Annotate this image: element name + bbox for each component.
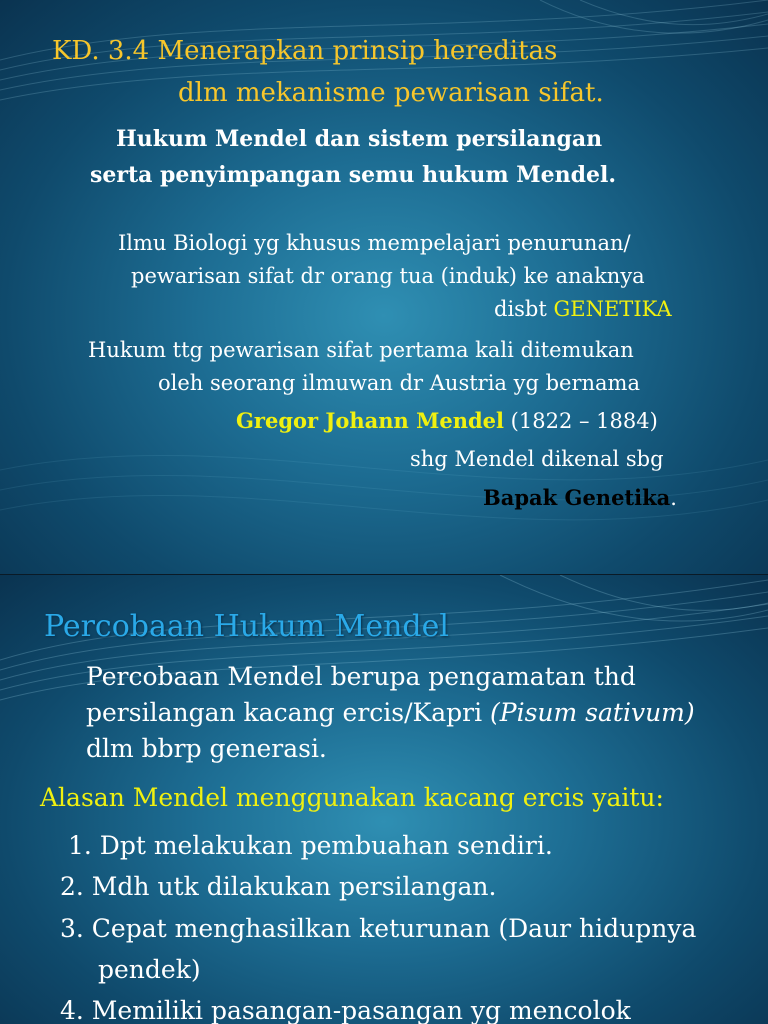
intro-line-3: dlm bbrp generasi. <box>86 734 327 763</box>
mendel-name-line <box>236 408 658 433</box>
known-as-line: shg Mendel dikenal sbg <box>410 447 664 471</box>
kd-title-line-2: dlm mekanisme pewarisan sifat. <box>178 78 604 108</box>
species-name: (Pisum sativum) <box>490 698 695 727</box>
history-line-2: oleh seorang ilmuwan dr Austria yg bernama <box>158 371 640 395</box>
epithet-line <box>483 485 677 510</box>
reason-item-1: 1. Dpt melakukan pembuahan sendiri. <box>68 831 553 860</box>
slide-2 <box>0 575 768 1024</box>
slide-2-title: Percobaan Hukum Mendel <box>44 609 449 644</box>
genetika-highlight: GENETIKA <box>553 297 672 321</box>
intro-line-2 <box>86 698 695 727</box>
reason-item-3: 3. Cepat menghasilkan keturunan (Daur hidupnya <box>60 914 697 943</box>
kd-title-line-1: KD. 3.4 Menerapkan prinsip hereditas <box>52 36 558 66</box>
reason-item-3-continued: pendek) <box>98 955 201 984</box>
subtitle-line-2: serta penyimpangan semu hukum Mendel. <box>90 162 616 188</box>
intro-line-1: Percobaan Mendel berupa pengamatan thd <box>86 662 636 691</box>
mendel-years: (1822 – 1884) <box>504 409 658 433</box>
epithet-text: Bapak Genetika <box>483 485 671 510</box>
epithet-period: . <box>670 486 677 510</box>
definition-line-3 <box>494 297 672 321</box>
mendel-name: Gregor Johann Mendel <box>236 408 504 433</box>
definition-line-2: pewarisan sifat dr orang tua (induk) ke anaknya <box>131 264 645 288</box>
reason-heading: Alasan Mendel menggunakan kacang ercis yaitu: <box>40 783 664 812</box>
intro-line-2-text: persilangan kacang ercis/Kapri <box>86 698 491 727</box>
reason-item-2: 2. Mdh utk dilakukan persilangan. <box>60 872 497 901</box>
definition-line-1: Ilmu Biologi yg khusus mempelajari penurunan/ <box>118 231 631 255</box>
subtitle-line-1: Hukum Mendel dan sistem persilangan <box>116 126 603 152</box>
reason-item-4: 4. Memiliki pasangan-pasangan yg mencolok <box>60 996 631 1024</box>
definition-prefix: disbt <box>494 297 554 321</box>
history-line-1: Hukum ttg pewarisan sifat pertama kali ditemukan <box>88 338 634 362</box>
